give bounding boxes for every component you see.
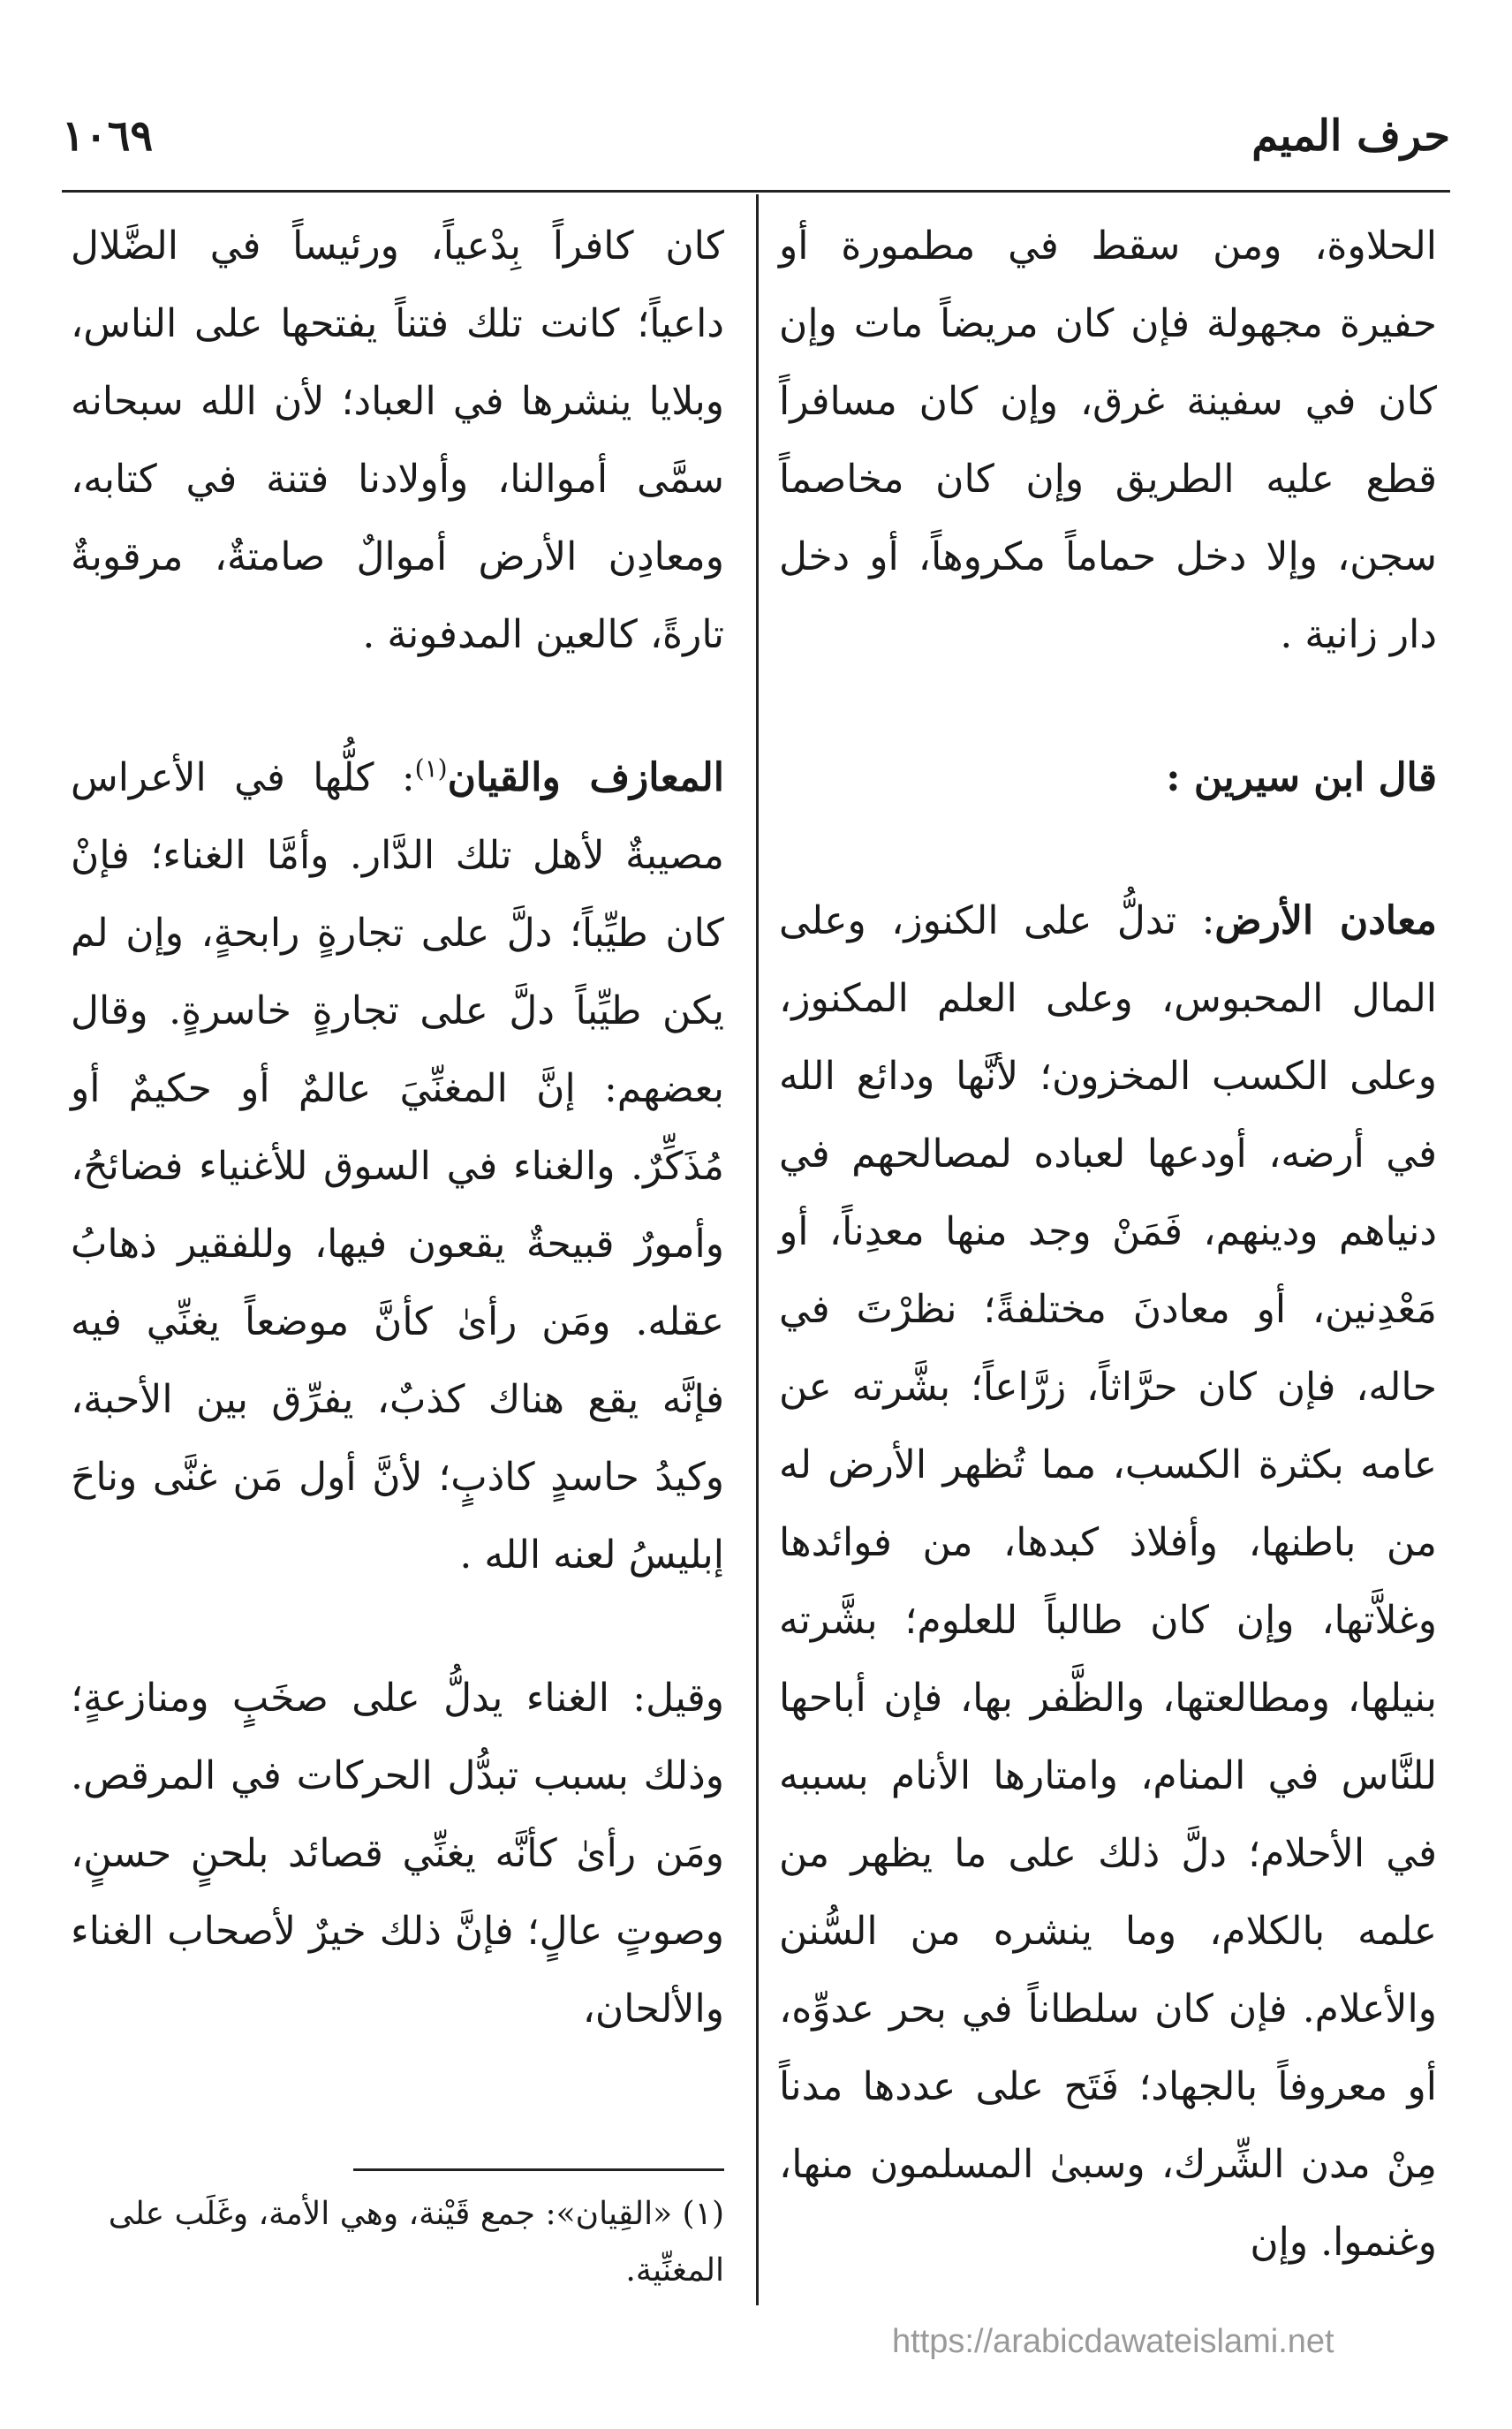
footnote: (١) «القِيان»: جمع قَيْنة، وهي الأمة، وغَلَب على المغنِّية. <box>108 2196 724 2289</box>
entry-text-maazif: : كلُّها في الأعراس مصيبةٌ لأهل تلك الدَّار. وأمَّا الغناء؛ فإنْ كان طيِّباً؛ دلَّ على تجارةٍ رابحةٍ، وإن لم يكن طيِّباً دلَّ على تجارةٍ خاسرةٍ. وقال بعضهم: إنَّ المغنِّيَ عالمٌ أو حكيمٌ أو مُذَكِّرٌ. والغناء في السوق للأغنياء فضائحُ، وأمورٌ قبيحةٌ يقعون فيها، وللفقير ذهابُ عقله. ومَن رأىٰ كأنَّ موضعاً يغنِّي فيه فإنَّه يقع هناك كذبٌ، يفرِّق بين الأحبة، وكيدُ حاسدٍ كاذبٍ؛ لأنَّ أول مَن غنَّى وناحَ إبليسُ لعنه الله . <box>71 755 724 1578</box>
footnote-rule <box>353 2168 724 2171</box>
right-paragraph-1: الحلاوة، ومن سقط في مطمورة أو حفيرة مجهولة فإن كان مريضاً مات وإن كان في سفينة غرق، وإن كان مسافراً قطع عليه الطريق وإن كان مخاصماً سجن، وإلا دخل حماماً مكروهاً، أو دخل دار زانية . <box>779 223 1437 657</box>
section-heading: قال ابن سيرين : <box>1166 755 1437 800</box>
watermark-url: https://arabicdawateislami.net <box>892 2323 1334 2360</box>
left-paragraph-2 <box>71 739 724 1594</box>
footnote-reference[interactable]: (١) <box>414 753 448 783</box>
right-paragraph-2 <box>779 882 1437 2281</box>
header-rule <box>62 190 1450 193</box>
chapter-title: حرف الميم <box>1251 111 1450 161</box>
page-number: ١٠٦٩ <box>62 111 154 161</box>
column-divider <box>756 194 759 2305</box>
left-paragraph-1: كان كافراً بِدْعياً، ورئيساً في الضَّلال داعياً؛ كانت تلك فتناً يفتحها على الناس، وبلايا ينشرها في العباد؛ لأن الله سبحانه سمَّى أموالنا، وأولادنا فتنة في كتابه، ومعادِن الأرض أموالٌ صامتةٌ، مرقوبةٌ تارةً، كالعين المدفونة . <box>71 223 724 657</box>
left-paragraph-3: وقيل: الغناء يدلُّ على صخَبٍ ومنازعةٍ؛ وذلك بسبب تبدُّل الحركات في المرقص. ومَن رأىٰ كأنَّه يغنِّي قصائد بلحنٍ حسنٍ، وصوتٍ عالٍ؛ فإنَّ ذلك خيرٌ لأصحاب الغناء والألحان، <box>71 1676 725 2032</box>
entry-text-maadin: : تدلُّ على الكنوز، وعلى المال المحبوس، وعلى العلم المكنوز، وعلى الكسب المخزون؛ لأنَّها ودائع الله في أرضه، أودعها لعباده لمصالحهم في دنياهم ودينهم، فَمَنْ وجد منها معدِناً، أو مَعْدِنين، أو معادنَ مختلفةً؛ نظرْتَ في حاله، فإن كان حرَّاثاً، زرَّاعاً؛ بشَّرته عن عامه بكثرة الكسب، مما تُظهر الأرض له من باطنها، وأفلاذ كبدها، من فوائدها وغلاَّتها، وإن كان طالباً للعلوم؛ بشَّرته بنيلها، ومطالعتها، والظَّفر بها، فإن أباحها للنَّاس في المنام، وامتارها الأنام بسببه في الأحلام؛ دلَّ ذلك على ما يظهر من علمه بالكلام، وما ينشره من السُّنن والأعلام. فإن كان سلطاناً في بحر عدوِّه، أو معروفاً بالجهاد؛ فَتَح على عددها مدناً مِنْ مدن الشِّرك، وسبىٰ المسلمون منها، وغنموا. وإن <box>779 898 1438 2265</box>
right-column <box>779 208 1437 2281</box>
page-header <box>62 111 1450 173</box>
left-column <box>71 208 724 2048</box>
entry-term-maadin: معادن الأرض <box>1214 898 1437 943</box>
entry-term-maazif: المعازف والقيان <box>447 755 724 800</box>
